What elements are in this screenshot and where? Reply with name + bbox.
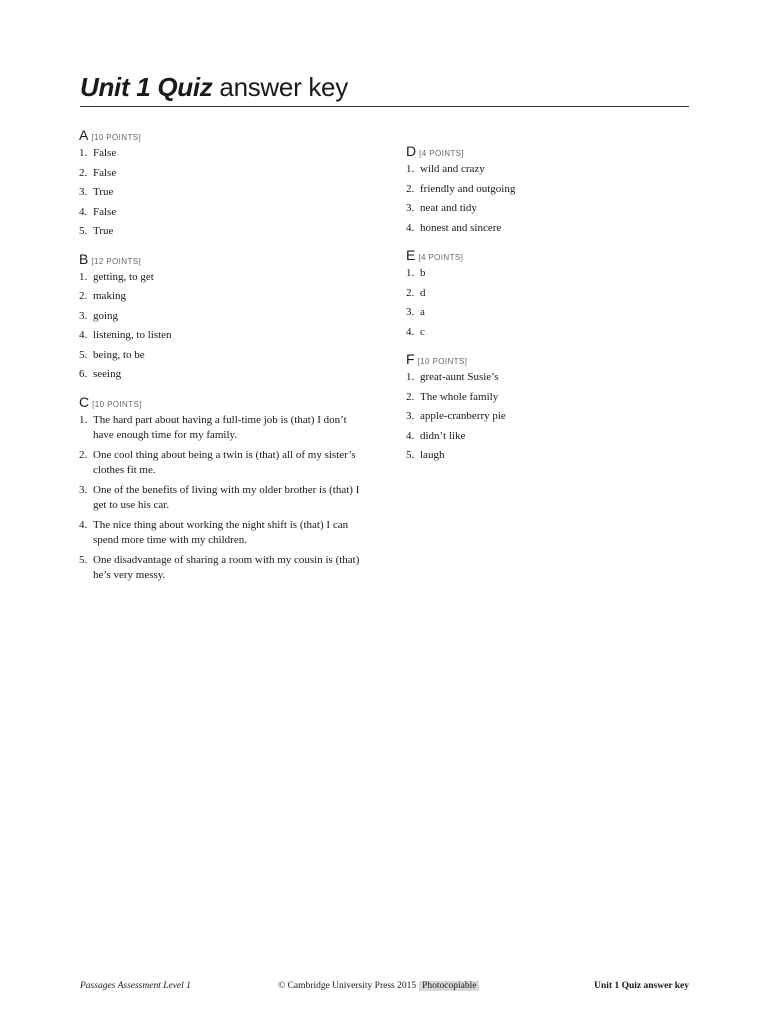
section-heading <box>406 350 706 368</box>
section-points: [10 POINTS] <box>91 133 142 142</box>
answer-item <box>79 309 369 325</box>
page-title <box>80 70 348 104</box>
page-title-rest: answer key <box>212 72 348 102</box>
footer-copyright <box>278 980 479 993</box>
answer-number: 2. <box>79 290 88 302</box>
answer-text: c <box>420 325 425 338</box>
answer-number: 2. <box>406 286 415 299</box>
answer-text: The whole family <box>420 390 499 403</box>
answer-number: 3. <box>79 186 88 198</box>
answer-number: 4. <box>406 221 415 234</box>
section-letter: C <box>79 393 90 410</box>
answer-text: b <box>420 267 426 279</box>
answer-number: 1. <box>79 147 88 159</box>
section-points: [4 POINTS] <box>419 149 465 158</box>
section-a <box>79 126 369 240</box>
answer-number: 6. <box>79 368 88 380</box>
answer-number: 1. <box>79 413 88 426</box>
answer-item <box>406 286 706 302</box>
answer-text: True <box>93 225 114 237</box>
section-e <box>406 246 706 340</box>
answer-item <box>79 483 369 514</box>
answer-item <box>79 553 369 584</box>
answer-number: 3. <box>79 309 88 322</box>
answer-text: making <box>93 290 126 302</box>
section-heading <box>406 142 706 160</box>
answer-number: 2. <box>79 166 88 179</box>
answer-number: 4. <box>79 329 88 341</box>
answer-text: apple-cranberry pie <box>420 410 506 422</box>
answer-number: 3. <box>406 306 415 318</box>
section-heading <box>79 250 369 268</box>
answer-number: 1. <box>406 267 415 279</box>
answer-item <box>406 182 706 198</box>
answer-item <box>406 429 706 445</box>
answer-text: didn’t like <box>420 429 466 442</box>
answer-item <box>79 270 369 286</box>
answer-item <box>79 289 369 305</box>
answer-number: 5. <box>406 449 415 461</box>
answer-text: True <box>93 186 114 198</box>
answer-number: 4. <box>79 518 88 531</box>
section-heading <box>79 393 369 411</box>
answer-number: 4. <box>79 205 88 218</box>
answer-item <box>406 325 706 341</box>
answer-text: False <box>93 147 117 159</box>
section-heading <box>79 126 369 144</box>
answer-number: 1. <box>406 371 415 383</box>
answer-text: d <box>420 286 426 299</box>
answer-text: friendly and outgoing <box>420 182 516 195</box>
answer-item <box>406 448 706 464</box>
title-divider <box>80 106 689 107</box>
answer-item <box>406 221 706 237</box>
section-letter: E <box>406 247 416 263</box>
footer-publication: Passages Assessment Level 1 <box>80 981 191 991</box>
answer-item <box>79 185 369 201</box>
answer-text: False <box>93 166 117 179</box>
footer-copyright-text: © Cambridge University Press 2015 <box>278 981 417 991</box>
answer-list <box>406 370 706 464</box>
footer-unit-title: Unit 1 Quiz answer key <box>594 981 689 991</box>
answer-list <box>79 270 369 383</box>
answer-text: The nice thing about working the night shift is (that) I can spend more time with my children. <box>93 518 349 546</box>
answer-item <box>79 146 369 162</box>
answer-text: False <box>93 205 117 218</box>
answer-item <box>79 328 369 344</box>
section-letter: A <box>79 127 89 143</box>
answer-text: honest and sincere <box>420 221 502 234</box>
answer-list <box>406 266 706 340</box>
answer-item <box>406 409 706 425</box>
page-title-bold: Unit 1 Quiz <box>80 72 213 102</box>
answer-list <box>406 162 706 236</box>
right-column <box>406 142 706 474</box>
section-points: [12 POINTS] <box>91 256 142 266</box>
answer-number: 3. <box>79 483 88 496</box>
answer-item <box>79 224 369 240</box>
answer-text: One cool thing about being a twin is (that) all of my sister’s clothes fit me. <box>93 448 356 476</box>
section-points: [10 POINTS] <box>92 399 142 409</box>
answer-text: going <box>93 309 119 322</box>
section-letter: B <box>79 250 89 267</box>
answer-number: 4. <box>406 429 415 442</box>
answer-list <box>79 146 369 240</box>
section-points: [10 POINTS] <box>417 357 468 366</box>
answer-text: laugh <box>420 449 445 461</box>
answer-number: 5. <box>79 348 88 361</box>
answer-text: neat and tidy <box>420 202 477 214</box>
answer-text: The hard part about having a full-time job is (that) I don’t have enough time for my family. <box>93 413 347 441</box>
section-f <box>406 350 706 464</box>
answer-number: 2. <box>406 182 415 195</box>
left-column <box>79 126 369 594</box>
answer-number: 3. <box>406 410 415 422</box>
answer-item <box>406 201 706 217</box>
section-letter: D <box>406 143 417 159</box>
answer-text: seeing <box>93 368 122 380</box>
answer-text: a <box>420 306 425 318</box>
answer-item <box>79 166 369 182</box>
answer-item <box>79 448 369 479</box>
answer-number: 2. <box>79 448 88 461</box>
answer-item <box>79 367 369 383</box>
answer-number: 3. <box>406 202 415 214</box>
answer-number: 4. <box>406 325 415 338</box>
answer-list <box>79 413 369 584</box>
answer-text: One disadvantage of sharing a room with my cousin is (that) he’s very messy. <box>93 553 360 581</box>
answer-item <box>79 413 369 444</box>
answer-number: 1. <box>406 163 415 175</box>
answer-text: great-aunt Susie’s <box>420 371 499 383</box>
answer-text: getting, to get <box>93 270 154 283</box>
answer-item <box>79 205 369 221</box>
answer-number: 1. <box>79 270 88 283</box>
photocopiable-badge: Photocopiable <box>419 981 479 991</box>
answer-text: One of the benefits of living with my older brother is (that) I get to use his car. <box>93 483 360 511</box>
answer-item <box>79 348 369 364</box>
answer-item <box>406 162 706 178</box>
answer-text: wild and crazy <box>420 163 485 175</box>
answer-item <box>406 305 706 321</box>
answer-item <box>406 390 706 406</box>
answer-item <box>406 370 706 386</box>
section-c <box>79 393 369 584</box>
section-points: [4 POINTS] <box>418 253 464 262</box>
answer-item <box>406 266 706 282</box>
answer-number: 5. <box>79 225 88 237</box>
section-letter: F <box>406 351 415 367</box>
section-heading <box>406 246 706 264</box>
answer-item <box>79 518 369 549</box>
answer-number: 2. <box>406 390 415 403</box>
answer-number: 5. <box>79 553 88 566</box>
answer-text: listening, to listen <box>93 329 172 341</box>
section-b <box>79 250 369 383</box>
answer-text: being, to be <box>93 348 145 361</box>
section-d <box>406 142 706 236</box>
